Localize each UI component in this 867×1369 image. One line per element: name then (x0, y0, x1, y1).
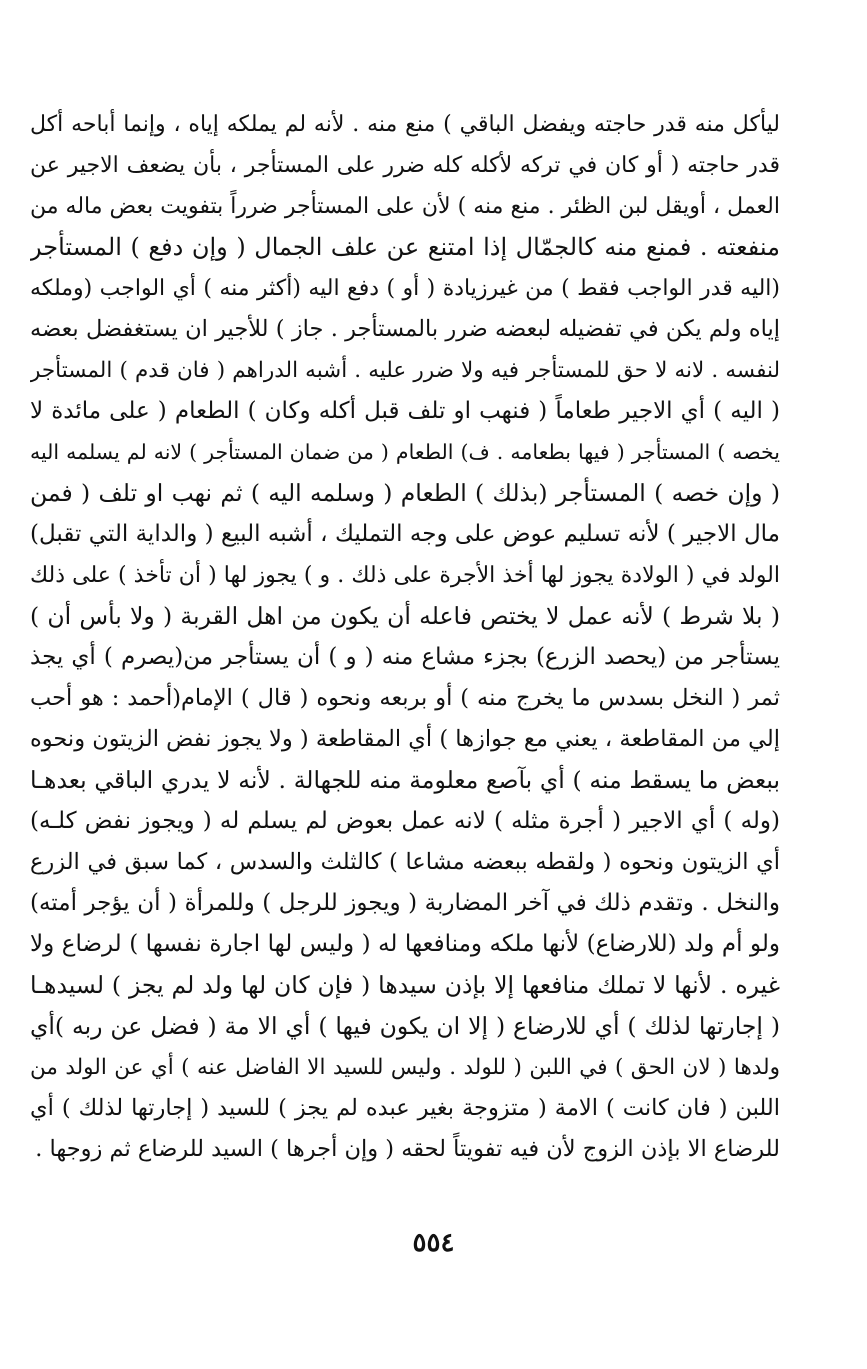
text-line: ( إجارتها لذلك ) أي للارضاع ( إلا ان يكون فيها ) أي الا مة ( فضل عن ربه )أي (30, 1012, 780, 1040)
page-number: ٥٥٤ (412, 1228, 455, 1258)
text-line: والنخل . وتقدم ذلك في آخر المضاربة ( ويجوز للرجل ) وللمرأة ( أن يؤجر أمته) (30, 890, 780, 916)
text-line: ثمر ( النخل بسدس ما يخرج منه ) أو بربعه ونحوه ( قال ) الإمام(أحمد : هو أحب (30, 685, 780, 711)
text-line: ولو أم ولد (للارضاع) لأنها ملكه ومنافعها له ( وليس لها اجارة نفسها ) لرضاع ولا (30, 931, 780, 957)
text-line: الولد في ( الولادة يجوز لها أخذ الأجرة على ذلك . و ) يجوز لها ( أن تأخذ ) على ذلك (30, 563, 780, 588)
text-line: منفعته . فمنع منه كالجمّال إذا امتنع عن علف الجمال ( وإن دفع ) المستأجر (30, 233, 780, 261)
text-line: ( بلا شرط ) لأنه عمل لا يختص فاعله أن يكون من اهل القربة ( ولا بأس أن ) (30, 602, 780, 630)
text-line: العمل ، أويقل لبن الظئر . منع منه ) لأن على المستأجر ضرراً بتفويت بعض ماله من (30, 194, 780, 219)
text-line: (وله ) أي الاجير ( أجرة مثله ) لانه عمل بعوض لم يسلم له ( ويجوز نفض كلـه) (30, 808, 780, 834)
text-line: اللبن ( فان كانت ) الامة ( متزوجة بغير عبده لم يجز ) للسيد ( إجارتها لذلك ) أي (30, 1095, 780, 1121)
text-line: أي الزيتون ونحوه ( ولقطه ببعضه مشاعا ) كالثلث والسدس ، كما سبق في الزرع (30, 849, 780, 875)
text-line: (اليه قدر الواجب فقط ) من غيرزيادة ( أو ) دفع اليه (أكثر منه ) أي الواجب (وملكه (30, 276, 780, 301)
text-line: للرضاع الا بإذن الزوج لأن فيه تفويتاً لحقه ( وإن أجرها ) السيد للرضاع ثم زوجها . (35, 1136, 780, 1162)
text-line: يخصه ) المستأجر ( فيها بطعامه . ف) الطعام ( من ضمان المستأجر ) لانه لم يسلمه اليه (30, 440, 780, 464)
text-line: مال الاجير ) لأنه تسليم عوض على وجه التمليك ، أشبه البيع ( والداية التي تقبل) (30, 521, 780, 547)
text-line: لنفسه . لانه لا حق للمستأجر فيه ولا ضرر عليه . أشبه الدراهم ( فان قدم ) المستأجر (30, 358, 780, 383)
text-line: إلي من المقاطعة ، يعني مع جوازها ) أي المقاطعة ( ولا يجوز نفض الزيتون ونحوه (30, 726, 780, 752)
text-line: ليأكل منه قدر حاجته ويفضل الباقي ) منع منه . لأنه لم يملكه إياه ، وإنما أباحه أكل (30, 112, 780, 137)
text-line: ولدها ( لان الحق ) في اللبن ( للولد . وليس للسيد الا الفاضل عنه ) أي عن الولد من (30, 1055, 780, 1080)
text-line: قدر حاجته ( أو كان في تركه لأكله كله ضرر على المستأجر ، بأن يضعف الاجير عن (30, 153, 780, 178)
text-line: غيره . لأنها لا تملك منافعها إلا بإذن سيدها ( فإن كان لها ولد لم يجز ) لسيدهـا (30, 971, 780, 999)
body-text (30, 104, 780, 1170)
text-line: ( وإن خصه ) المستأجر (بذلك ) الطعام ( وسلمه اليه ) ثم نهب او تلف ( فمن (30, 479, 780, 507)
text-line: ( اليه ) أي الاجير طعاماً ( فنهب او تلف قبل أكله وكان ) الطعام ( على مائدة لا (30, 398, 780, 424)
text-line: يستأجر من (يحصد الزرع) بجزء مشاع منه ( و ) أن يستأجر من(يصرم ) أي يجذ (30, 644, 780, 670)
text-line: إياه ولم يكن في تفضيله لبعضه ضرر بالمستأجر . جاز ) للأجير ان يستغفضل بعضه (30, 316, 780, 342)
text-line: ببعض ما يسقط منه ) أي بآصع معلومة منه للجهالة . لأنه لا يدري الباقي بعدهـا (30, 766, 780, 794)
